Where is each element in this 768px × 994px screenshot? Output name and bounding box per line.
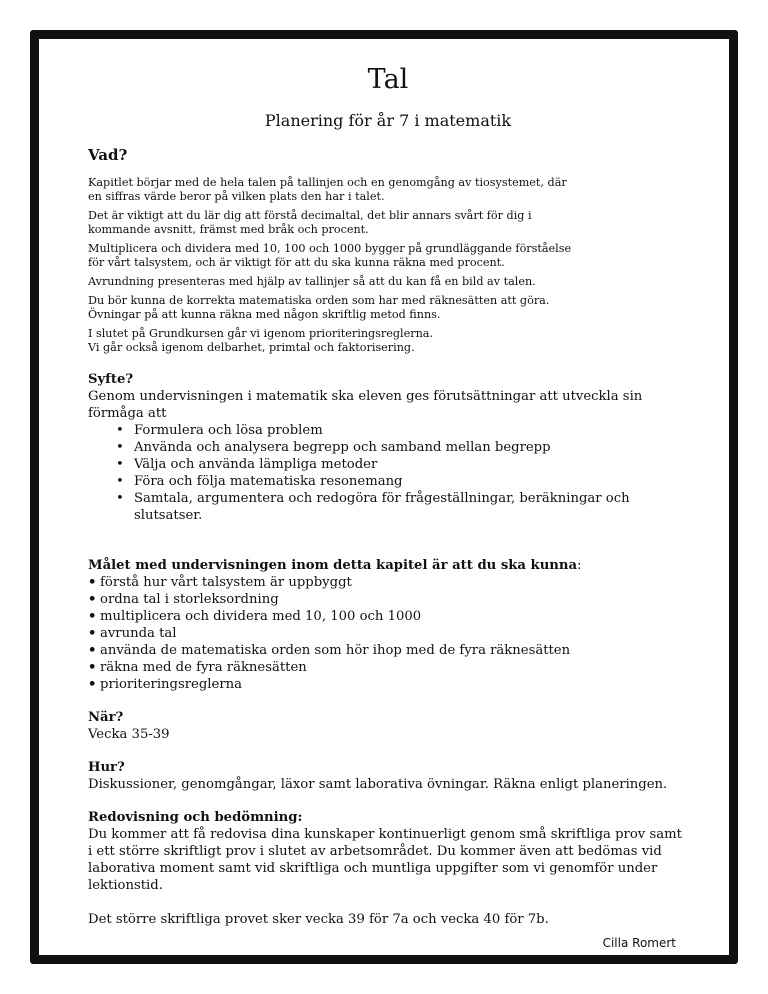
vad-paragraph: Avrundning presenteras med hjälp av tallinjer så att du kan få en bild av talen. — [88, 275, 536, 288]
hur-text: Diskussioner, genomgångar, läxor samt laborativa övningar. Räkna enligt planeringen. — [88, 777, 668, 792]
list-item: • Använda och analysera begrepp och samband mellan begrepp — [134, 439, 688, 456]
list-item: • Samtala, argumentera och redogöra för frågeställningar, beräkningar och slutsatser. — [134, 490, 688, 524]
malet-list — [88, 574, 688, 693]
malet-colon: : — [577, 558, 582, 573]
nar-text: Vecka 35-39 — [88, 727, 170, 742]
vad-paragraph: Det är viktigt att du lär dig att förstå decimaltal, det blir annars svårt för dig i kommande avsnitt, främst med bråk och procent. — [88, 209, 532, 236]
vad-heading: Vad? — [88, 146, 128, 164]
malet-heading: Målet med undervisningen inom detta kapitel är att du ska kunna — [88, 558, 577, 573]
hur-heading: Hur? — [88, 760, 125, 775]
redovisning-section — [88, 809, 688, 928]
list-item: • Formulera och lösa problem — [134, 422, 688, 439]
list-item: • Välja och använda lämpliga metoder — [134, 456, 688, 473]
document-page — [88, 64, 688, 928]
document-title: Tal — [367, 64, 409, 95]
list-item: • förstå hur vårt talsystem är uppbyggt — [100, 574, 688, 591]
nar-heading: När? — [88, 710, 124, 725]
list-item: • räkna med de fyra räknesätten — [100, 659, 688, 676]
list-item: • avrunda tal — [100, 625, 688, 642]
list-item: • multiplicera och dividera med 10, 100 och 1000 — [100, 608, 688, 625]
syfte-heading: Syfte? — [88, 372, 134, 387]
vad-paragraph: I slutet på Grundkursen går vi igenom prioriteringsreglerna. Vi går också igenom delbarhet, primtal och faktorisering. — [88, 327, 434, 354]
author-signature: Cilla Romert — [602, 936, 676, 950]
list-item: • använda de matematiska orden som hör ihop med de fyra räknesätten — [100, 642, 688, 659]
nar-section — [88, 709, 688, 743]
redovisning-text: Du kommer att få redovisa dina kunskaper kontinuerligt genom små skriftliga prov samt i ett större skriftligt prov i slutet av arbetsområdet. Du kommer även att bedömas vid laborativa moment samt vid skriftliga och muntliga uppgifter som vi genomför under lektionstid. — [88, 827, 682, 893]
syfte-section — [88, 371, 688, 524]
redovisning-final: Det större skriftliga provet sker vecka 39 för 7a och vecka 40 för 7b. — [88, 912, 549, 927]
syfte-intro: Genom undervisningen i matematik ska eleven ges förutsättningar att utveckla sin förmåga att — [88, 389, 643, 421]
vad-paragraph: Kapitlet börjar med de hela talen på tallinjen och en genomgång av tiosystemet, där en siffras värde beror på vilken plats den har i talet. — [88, 176, 567, 203]
list-item: • prioriteringsreglerna — [100, 676, 688, 693]
list-item: • ordna tal i storleksordning — [100, 591, 688, 608]
hur-section — [88, 759, 688, 793]
syfte-list — [88, 422, 688, 524]
redovisning-heading: Redovisning och bedömning: — [88, 810, 303, 825]
malet-section — [88, 540, 688, 693]
list-item: • Föra och följa matematiska resonemang — [134, 473, 688, 490]
vad-paragraph: Multiplicera och dividera med 10, 100 och 1000 bygger på grundläggande förståelse för vårt talsystem, och är viktigt för att du ska kunna räkna med procent. — [88, 242, 572, 269]
vad-paragraph: Du bör kunna de korrekta matematiska orden som har med räknesätten att göra. Övningar på att kunna räkna med någon skriftlig metod finns. — [88, 294, 550, 321]
document-subtitle: Planering för år 7 i matematik — [264, 111, 512, 130]
